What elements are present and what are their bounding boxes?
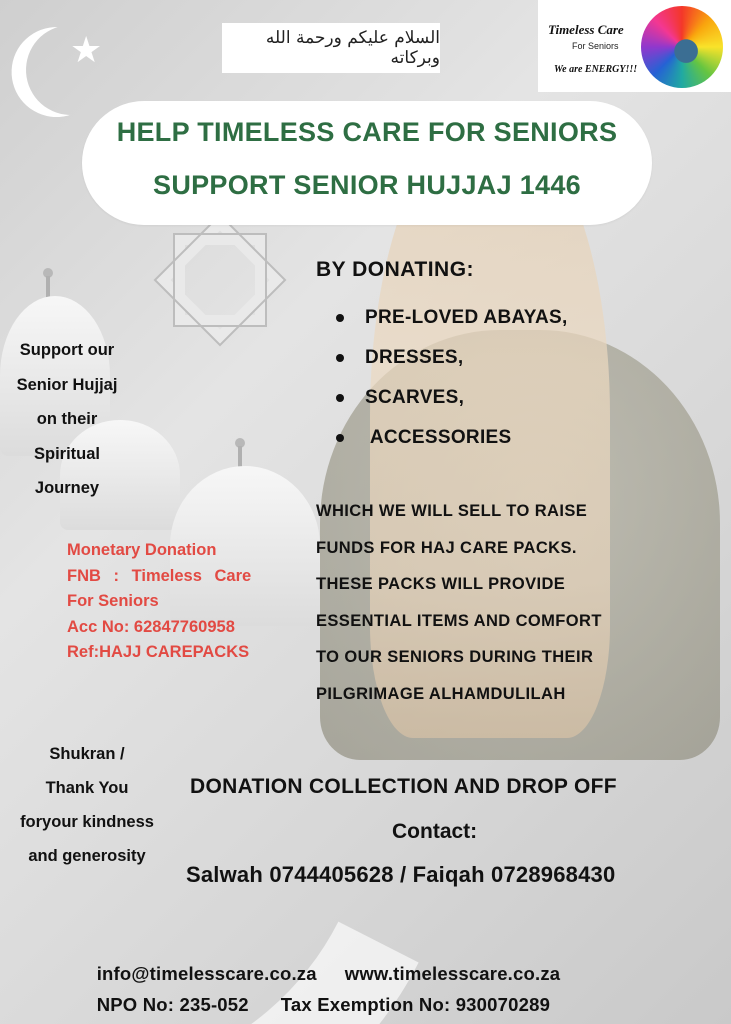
- list-item: SCARVES,: [336, 378, 568, 418]
- headline-line-1: HELP TIMELESS CARE FOR SENIORS: [116, 117, 618, 147]
- monetary-title: Monetary Donation: [67, 541, 217, 559]
- logo-subtitle: For Seniors: [572, 41, 619, 51]
- octagram-ornament-icon: [150, 210, 290, 350]
- arabic-greeting: السلام عليكم ورحمة الله وبركاته: [265, 28, 440, 68]
- description-line: TO OUR SENIORS DURING THEIR: [316, 648, 594, 666]
- list-item: DRESSES,: [336, 338, 568, 378]
- list-item: PRE-LOVED ABAYAS,: [336, 298, 568, 338]
- logo-tagline: We are ENERGY!!!: [554, 64, 638, 75]
- star-icon: ★: [70, 30, 103, 71]
- description-line: FUNDS FOR HAJ CARE PACKS.: [316, 538, 577, 557]
- colorful-globe-icon: [641, 6, 723, 88]
- support-message: Support our Senior Hujjaj on their Spiritual Journey: [16, 341, 118, 497]
- bullet-icon: [336, 394, 344, 402]
- organization-logo: [538, 0, 731, 92]
- donation-items-list: [336, 298, 568, 458]
- description-line: ESSENTIAL ITEMS AND COMFORT: [316, 611, 602, 630]
- account-number[interactable]: Acc No: 62847760958: [67, 617, 235, 636]
- description-line: THESE PACKS WILL PROVIDE: [316, 575, 566, 593]
- bullet-icon: [336, 354, 344, 362]
- bullet-icon: [336, 434, 344, 442]
- thank-you-message: Shukran / Thank You foryour kindness and generosity: [20, 745, 154, 865]
- description-paragraph: [316, 493, 692, 712]
- logo-title: Timeless Care: [548, 22, 624, 37]
- headline-line-2: SUPPORT SENIOR HUJJAJ 1446: [153, 170, 581, 200]
- tax-exemption-number: Tax Exemption No: 930070289: [280, 994, 551, 1015]
- contact-label: Contact:: [392, 820, 478, 843]
- footer-registration-row: [86, 972, 550, 1016]
- collection-heading: DONATION COLLECTION AND DROP OFF: [190, 775, 617, 798]
- website-link[interactable]: www.timelesscare.co.za: [344, 963, 561, 984]
- npo-number: NPO No: 235-052: [96, 994, 249, 1015]
- bank-name: FNB : Timeless Care: [67, 566, 252, 585]
- description-line: WHICH WE WILL SELL TO RAISE: [316, 502, 588, 520]
- payment-reference: Ref:HAJJ CAREPACKS: [67, 643, 250, 661]
- bullet-icon: [336, 314, 344, 322]
- account-name: For Seniors: [67, 592, 159, 610]
- monetary-donation-details: [67, 538, 281, 666]
- email-link[interactable]: info@timelesscare.co.za: [96, 963, 317, 984]
- description-line: PILGRIMAGE ALHAMDULILAH: [316, 684, 566, 703]
- list-item: ACCESSORIES: [336, 418, 568, 458]
- arabic-greeting-card: [222, 23, 440, 73]
- donating-heading: BY DONATING:: [316, 258, 475, 281]
- contact-phone-numbers[interactable]: Salwah 0744405628 / Faiqah 0728968430: [186, 862, 616, 887]
